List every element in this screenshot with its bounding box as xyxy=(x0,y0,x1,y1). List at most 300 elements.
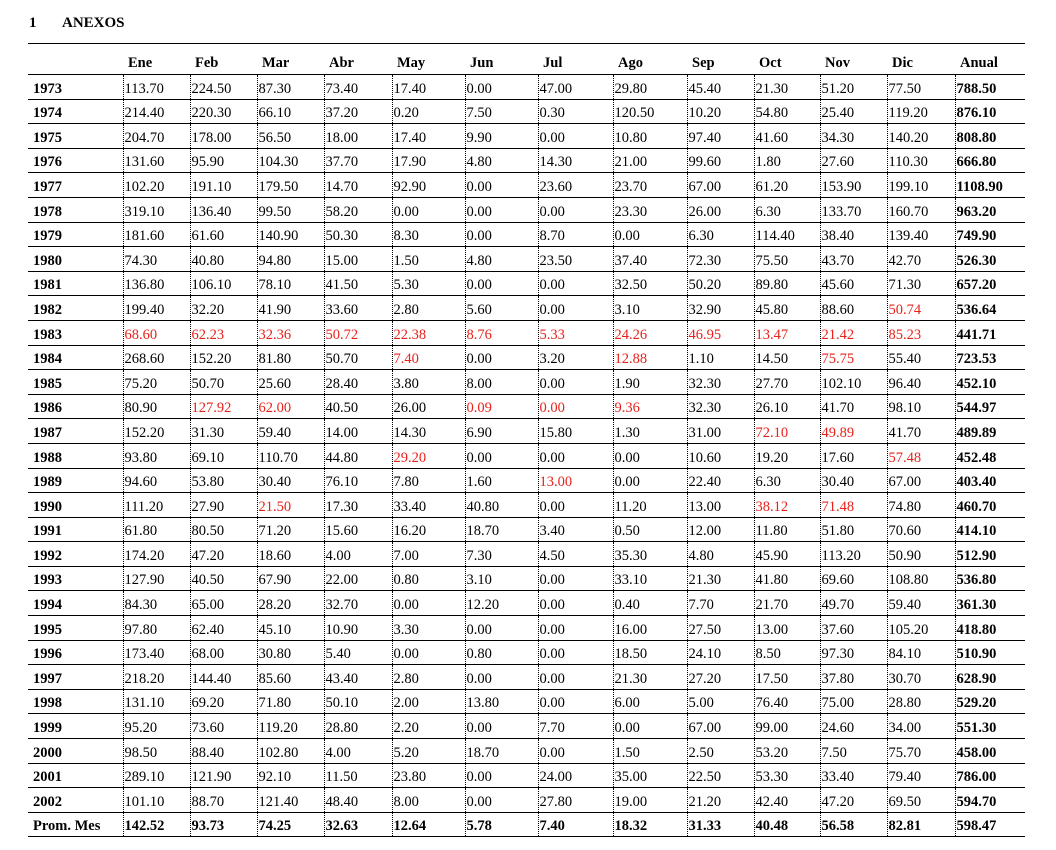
month-value: 17.40 xyxy=(392,124,465,149)
average-month-value: 32.63 xyxy=(324,812,392,837)
month-value: 0.00 xyxy=(392,591,465,616)
month-value: 2.80 xyxy=(392,665,465,690)
month-value: 8.30 xyxy=(392,222,465,247)
month-value: 0.00 xyxy=(465,222,538,247)
month-value: 27.60 xyxy=(820,148,887,173)
month-value: 37.40 xyxy=(613,247,687,272)
average-label: Prom. Mes xyxy=(28,812,123,837)
average-month-value: 7.40 xyxy=(538,812,613,837)
month-value: 102.80 xyxy=(257,739,324,764)
month-value: 6.90 xyxy=(465,419,538,444)
month-value: 24.10 xyxy=(687,640,754,665)
month-value: 81.80 xyxy=(257,345,324,370)
month-value: 56.50 xyxy=(257,124,324,149)
month-value: 23.30 xyxy=(613,197,687,222)
month-value: 0.00 xyxy=(465,788,538,813)
section-number: 1 xyxy=(29,15,37,31)
month-value: 84.30 xyxy=(123,591,190,616)
row-year: 2001 xyxy=(28,763,123,788)
table-row xyxy=(28,468,1025,493)
annual-total: 1108.90 xyxy=(955,173,1025,198)
month-value: 106.10 xyxy=(190,271,257,296)
row-year: 1980 xyxy=(28,247,123,272)
month-value: 42.40 xyxy=(754,788,820,813)
month-value: 101.10 xyxy=(123,788,190,813)
month-value: 57.48 xyxy=(887,443,955,468)
month-value: 45.80 xyxy=(754,296,820,321)
month-value: 0.80 xyxy=(465,640,538,665)
month-value: 6.30 xyxy=(754,197,820,222)
table-row xyxy=(28,517,1025,542)
month-value: 133.70 xyxy=(820,197,887,222)
average-month-value: 5.78 xyxy=(465,812,538,837)
month-value: 0.00 xyxy=(392,640,465,665)
annual-total: 963.20 xyxy=(955,197,1025,222)
month-value: 199.10 xyxy=(887,173,955,198)
month-value: 47.20 xyxy=(820,788,887,813)
month-value: 50.70 xyxy=(324,345,392,370)
row-year: 1992 xyxy=(28,542,123,567)
month-value: 13.47 xyxy=(754,320,820,345)
month-value: 21.30 xyxy=(687,566,754,591)
month-value: 88.60 xyxy=(820,296,887,321)
month-value: 43.40 xyxy=(324,665,392,690)
month-value: 139.40 xyxy=(887,222,955,247)
month-value: 0.00 xyxy=(538,394,613,419)
month-value: 131.10 xyxy=(123,689,190,714)
month-value: 53.20 xyxy=(754,739,820,764)
month-value: 7.70 xyxy=(538,714,613,739)
month-value: 59.40 xyxy=(887,591,955,616)
row-year: 1977 xyxy=(28,173,123,198)
row-year: 1997 xyxy=(28,665,123,690)
column-header: Ago xyxy=(613,44,687,75)
month-value: 13.00 xyxy=(538,468,613,493)
month-value: 21.30 xyxy=(754,75,820,100)
month-value: 30.70 xyxy=(887,665,955,690)
month-value: 37.60 xyxy=(820,616,887,641)
month-value: 72.30 xyxy=(687,247,754,272)
month-value: 5.30 xyxy=(392,271,465,296)
month-value: 4.00 xyxy=(324,542,392,567)
row-year: 1988 xyxy=(28,443,123,468)
row-year: 1989 xyxy=(28,468,123,493)
table-row xyxy=(28,542,1025,567)
month-value: 33.60 xyxy=(324,296,392,321)
month-value: 0.00 xyxy=(538,739,613,764)
month-value: 69.20 xyxy=(190,689,257,714)
month-value: 26.00 xyxy=(687,197,754,222)
month-value: 5.60 xyxy=(465,296,538,321)
month-value: 41.70 xyxy=(887,419,955,444)
row-year: 1996 xyxy=(28,640,123,665)
annual-total: 529.20 xyxy=(955,689,1025,714)
month-value: 0.00 xyxy=(465,443,538,468)
month-value: 78.10 xyxy=(257,271,324,296)
annual-total: 749.90 xyxy=(955,222,1025,247)
month-value: 7.40 xyxy=(392,345,465,370)
month-value: 8.76 xyxy=(465,320,538,345)
row-year: 1991 xyxy=(28,517,123,542)
month-value: 94.60 xyxy=(123,468,190,493)
month-value: 45.60 xyxy=(820,271,887,296)
month-value: 55.40 xyxy=(887,345,955,370)
month-value: 27.80 xyxy=(538,788,613,813)
month-value: 191.10 xyxy=(190,173,257,198)
table-row xyxy=(28,665,1025,690)
month-value: 8.50 xyxy=(754,640,820,665)
month-value: 1.80 xyxy=(754,148,820,173)
annual-total: 512.90 xyxy=(955,542,1025,567)
month-value: 27.90 xyxy=(190,493,257,518)
month-value: 10.60 xyxy=(687,443,754,468)
month-value: 2.80 xyxy=(392,296,465,321)
month-value: 97.30 xyxy=(820,640,887,665)
month-value: 94.80 xyxy=(257,247,324,272)
average-month-value: 18.32 xyxy=(613,812,687,837)
month-value: 32.50 xyxy=(613,271,687,296)
month-value: 45.40 xyxy=(687,75,754,100)
month-value: 0.20 xyxy=(392,99,465,124)
month-value: 99.00 xyxy=(754,714,820,739)
month-value: 92.10 xyxy=(257,763,324,788)
month-value: 45.90 xyxy=(754,542,820,567)
month-value: 111.20 xyxy=(123,493,190,518)
month-value: 80.50 xyxy=(190,517,257,542)
month-value: 79.40 xyxy=(887,763,955,788)
annual-total: 876.10 xyxy=(955,99,1025,124)
month-value: 4.00 xyxy=(324,739,392,764)
month-value: 21.70 xyxy=(754,591,820,616)
annual-total: 361.30 xyxy=(955,591,1025,616)
month-value: 0.00 xyxy=(613,443,687,468)
month-value: 23.80 xyxy=(392,763,465,788)
average-month-value: 142.52 xyxy=(123,812,190,837)
month-value: 14.70 xyxy=(324,173,392,198)
month-value: 6.00 xyxy=(613,689,687,714)
month-value: 289.10 xyxy=(123,763,190,788)
annual-total: 594.70 xyxy=(955,788,1025,813)
month-value: 73.40 xyxy=(324,75,392,100)
month-value: 108.80 xyxy=(887,566,955,591)
row-year: 2000 xyxy=(28,739,123,764)
month-value: 47.20 xyxy=(190,542,257,567)
month-value: 61.80 xyxy=(123,517,190,542)
row-year: 1993 xyxy=(28,566,123,591)
month-value: 49.70 xyxy=(820,591,887,616)
month-value: 7.50 xyxy=(820,739,887,764)
column-header: Nov xyxy=(820,44,887,75)
month-value: 7.00 xyxy=(392,542,465,567)
month-value: 24.26 xyxy=(613,320,687,345)
month-value: 24.00 xyxy=(538,763,613,788)
month-value: 87.30 xyxy=(257,75,324,100)
month-value: 204.70 xyxy=(123,124,190,149)
annual-total: 657.20 xyxy=(955,271,1025,296)
month-value: 4.80 xyxy=(465,247,538,272)
month-value: 51.80 xyxy=(820,517,887,542)
month-value: 37.80 xyxy=(820,665,887,690)
month-value: 26.00 xyxy=(392,394,465,419)
month-value: 25.40 xyxy=(820,99,887,124)
column-header: Jun xyxy=(465,44,538,75)
average-month-value: 40.48 xyxy=(754,812,820,837)
annual-total: 666.80 xyxy=(955,148,1025,173)
table-row xyxy=(28,124,1025,149)
table-row xyxy=(28,739,1025,764)
row-year: 1987 xyxy=(28,419,123,444)
month-value: 1.50 xyxy=(392,247,465,272)
month-value: 114.40 xyxy=(754,222,820,247)
month-value: 61.20 xyxy=(754,173,820,198)
table-row xyxy=(28,320,1025,345)
table-row xyxy=(28,566,1025,591)
month-value: 181.60 xyxy=(123,222,190,247)
month-value: 121.40 xyxy=(257,788,324,813)
month-value: 23.50 xyxy=(538,247,613,272)
table-row xyxy=(28,493,1025,518)
table-header-row xyxy=(28,44,1025,75)
month-value: 119.20 xyxy=(257,714,324,739)
table-row xyxy=(28,99,1025,124)
month-value: 28.20 xyxy=(257,591,324,616)
month-value: 5.40 xyxy=(324,640,392,665)
month-value: 21.42 xyxy=(820,320,887,345)
month-value: 268.60 xyxy=(123,345,190,370)
month-value: 5.33 xyxy=(538,320,613,345)
month-value: 84.10 xyxy=(887,640,955,665)
month-value: 21.30 xyxy=(613,665,687,690)
month-value: 32.70 xyxy=(324,591,392,616)
month-value: 28.80 xyxy=(887,689,955,714)
column-header: Oct xyxy=(754,44,820,75)
month-value: 0.00 xyxy=(613,714,687,739)
column-header: Dic xyxy=(887,44,955,75)
month-value: 27.50 xyxy=(687,616,754,641)
month-value: 62.23 xyxy=(190,320,257,345)
month-value: 37.20 xyxy=(324,99,392,124)
month-value: 17.50 xyxy=(754,665,820,690)
annual-total: 788.50 xyxy=(955,75,1025,100)
month-value: 66.10 xyxy=(257,99,324,124)
month-value: 5.20 xyxy=(392,739,465,764)
month-value: 9.36 xyxy=(613,394,687,419)
month-value: 40.50 xyxy=(190,566,257,591)
month-value: 71.48 xyxy=(820,493,887,518)
month-value: 80.90 xyxy=(123,394,190,419)
month-value: 33.40 xyxy=(392,493,465,518)
month-value: 37.70 xyxy=(324,148,392,173)
month-value: 18.00 xyxy=(324,124,392,149)
month-value: 50.20 xyxy=(687,271,754,296)
month-value: 152.20 xyxy=(190,345,257,370)
row-year: 1984 xyxy=(28,345,123,370)
month-value: 13.00 xyxy=(754,616,820,641)
annual-total: 418.80 xyxy=(955,616,1025,641)
average-month-value: 93.73 xyxy=(190,812,257,837)
month-value: 0.00 xyxy=(465,75,538,100)
month-value: 12.88 xyxy=(613,345,687,370)
month-value: 110.30 xyxy=(887,148,955,173)
average-month-value: 12.64 xyxy=(392,812,465,837)
month-value: 31.00 xyxy=(687,419,754,444)
row-year: 1981 xyxy=(28,271,123,296)
month-value: 23.70 xyxy=(613,173,687,198)
month-value: 0.00 xyxy=(465,345,538,370)
month-value: 75.75 xyxy=(820,345,887,370)
month-value: 3.80 xyxy=(392,370,465,395)
month-value: 96.40 xyxy=(887,370,955,395)
month-value: 23.60 xyxy=(538,173,613,198)
month-value: 58.20 xyxy=(324,197,392,222)
average-month-value: 82.81 xyxy=(887,812,955,837)
month-value: 31.30 xyxy=(190,419,257,444)
average-month-value: 56.58 xyxy=(820,812,887,837)
month-value: 17.40 xyxy=(392,75,465,100)
row-year: 1999 xyxy=(28,714,123,739)
month-value: 33.10 xyxy=(613,566,687,591)
month-value: 0.00 xyxy=(538,566,613,591)
month-value: 15.00 xyxy=(324,247,392,272)
month-value: 44.80 xyxy=(324,443,392,468)
table-row xyxy=(28,222,1025,247)
month-value: 11.50 xyxy=(324,763,392,788)
month-value: 30.80 xyxy=(257,640,324,665)
month-value: 0.00 xyxy=(392,197,465,222)
month-value: 3.10 xyxy=(465,566,538,591)
month-value: 0.00 xyxy=(465,173,538,198)
month-value: 7.70 xyxy=(687,591,754,616)
table-row xyxy=(28,714,1025,739)
month-value: 0.40 xyxy=(613,591,687,616)
month-value: 113.70 xyxy=(123,75,190,100)
month-value: 152.20 xyxy=(123,419,190,444)
month-value: 3.30 xyxy=(392,616,465,641)
month-value: 218.20 xyxy=(123,665,190,690)
month-value: 25.60 xyxy=(257,370,324,395)
column-header: Anual xyxy=(955,44,1025,75)
annual-total: 544.97 xyxy=(955,394,1025,419)
month-value: 50.74 xyxy=(887,296,955,321)
month-value: 18.60 xyxy=(257,542,324,567)
month-value: 47.00 xyxy=(538,75,613,100)
month-value: 113.20 xyxy=(820,542,887,567)
month-value: 70.60 xyxy=(887,517,955,542)
month-value: 28.40 xyxy=(324,370,392,395)
month-value: 85.60 xyxy=(257,665,324,690)
month-value: 2.00 xyxy=(392,689,465,714)
month-value: 30.40 xyxy=(820,468,887,493)
month-value: 27.70 xyxy=(754,370,820,395)
month-value: 71.80 xyxy=(257,689,324,714)
month-value: 35.30 xyxy=(613,542,687,567)
month-value: 19.00 xyxy=(613,788,687,813)
month-value: 50.72 xyxy=(324,320,392,345)
month-value: 45.10 xyxy=(257,616,324,641)
month-value: 51.20 xyxy=(820,75,887,100)
month-value: 21.20 xyxy=(687,788,754,813)
month-value: 16.00 xyxy=(613,616,687,641)
month-value: 22.50 xyxy=(687,763,754,788)
average-month-value: 31.33 xyxy=(687,812,754,837)
table-body xyxy=(28,75,1025,837)
month-value: 144.40 xyxy=(190,665,257,690)
month-value: 50.90 xyxy=(887,542,955,567)
month-value: 18.50 xyxy=(613,640,687,665)
annual-total: 510.90 xyxy=(955,640,1025,665)
month-value: 13.00 xyxy=(687,493,754,518)
month-value: 199.40 xyxy=(123,296,190,321)
month-value: 38.40 xyxy=(820,222,887,247)
month-value: 1.60 xyxy=(465,468,538,493)
month-value: 95.90 xyxy=(190,148,257,173)
month-value: 3.40 xyxy=(538,517,613,542)
month-value: 4.50 xyxy=(538,542,613,567)
month-value: 14.00 xyxy=(324,419,392,444)
month-value: 0.00 xyxy=(465,714,538,739)
month-value: 21.50 xyxy=(257,493,324,518)
month-value: 98.50 xyxy=(123,739,190,764)
table-row xyxy=(28,591,1025,616)
month-value: 41.70 xyxy=(820,394,887,419)
month-value: 53.30 xyxy=(754,763,820,788)
month-value: 1.10 xyxy=(687,345,754,370)
annual-total: 808.80 xyxy=(955,124,1025,149)
month-value: 74.30 xyxy=(123,247,190,272)
month-value: 1.50 xyxy=(613,739,687,764)
month-value: 0.00 xyxy=(465,616,538,641)
section-title: ANEXOS xyxy=(62,15,125,31)
table-row xyxy=(28,689,1025,714)
month-value: 2.20 xyxy=(392,714,465,739)
month-value: 26.10 xyxy=(754,394,820,419)
month-value: 127.90 xyxy=(123,566,190,591)
month-value: 18.70 xyxy=(465,739,538,764)
header-corner xyxy=(28,44,123,75)
month-value: 136.40 xyxy=(190,197,257,222)
month-value: 0.00 xyxy=(613,222,687,247)
table-row xyxy=(28,296,1025,321)
month-value: 21.00 xyxy=(613,148,687,173)
table-row xyxy=(28,271,1025,296)
month-value: 7.30 xyxy=(465,542,538,567)
month-value: 65.00 xyxy=(190,591,257,616)
annual-total: 526.30 xyxy=(955,247,1025,272)
month-value: 3.10 xyxy=(613,296,687,321)
month-value: 0.00 xyxy=(538,493,613,518)
column-header: Mar xyxy=(257,44,324,75)
month-value: 0.00 xyxy=(538,443,613,468)
section-heading xyxy=(29,15,125,32)
month-value: 8.00 xyxy=(465,370,538,395)
month-value: 41.50 xyxy=(324,271,392,296)
annual-total: 786.00 xyxy=(955,763,1025,788)
month-value: 77.50 xyxy=(887,75,955,100)
month-value: 22.40 xyxy=(687,468,754,493)
month-value: 16.20 xyxy=(392,517,465,542)
month-value: 97.40 xyxy=(687,124,754,149)
month-value: 7.80 xyxy=(392,468,465,493)
month-value: 22.38 xyxy=(392,320,465,345)
month-value: 71.30 xyxy=(887,271,955,296)
table-row xyxy=(28,443,1025,468)
month-value: 34.00 xyxy=(887,714,955,739)
month-value: 40.80 xyxy=(465,493,538,518)
month-value: 127.92 xyxy=(190,394,257,419)
month-value: 14.30 xyxy=(392,419,465,444)
table-row xyxy=(28,640,1025,665)
month-value: 85.23 xyxy=(887,320,955,345)
